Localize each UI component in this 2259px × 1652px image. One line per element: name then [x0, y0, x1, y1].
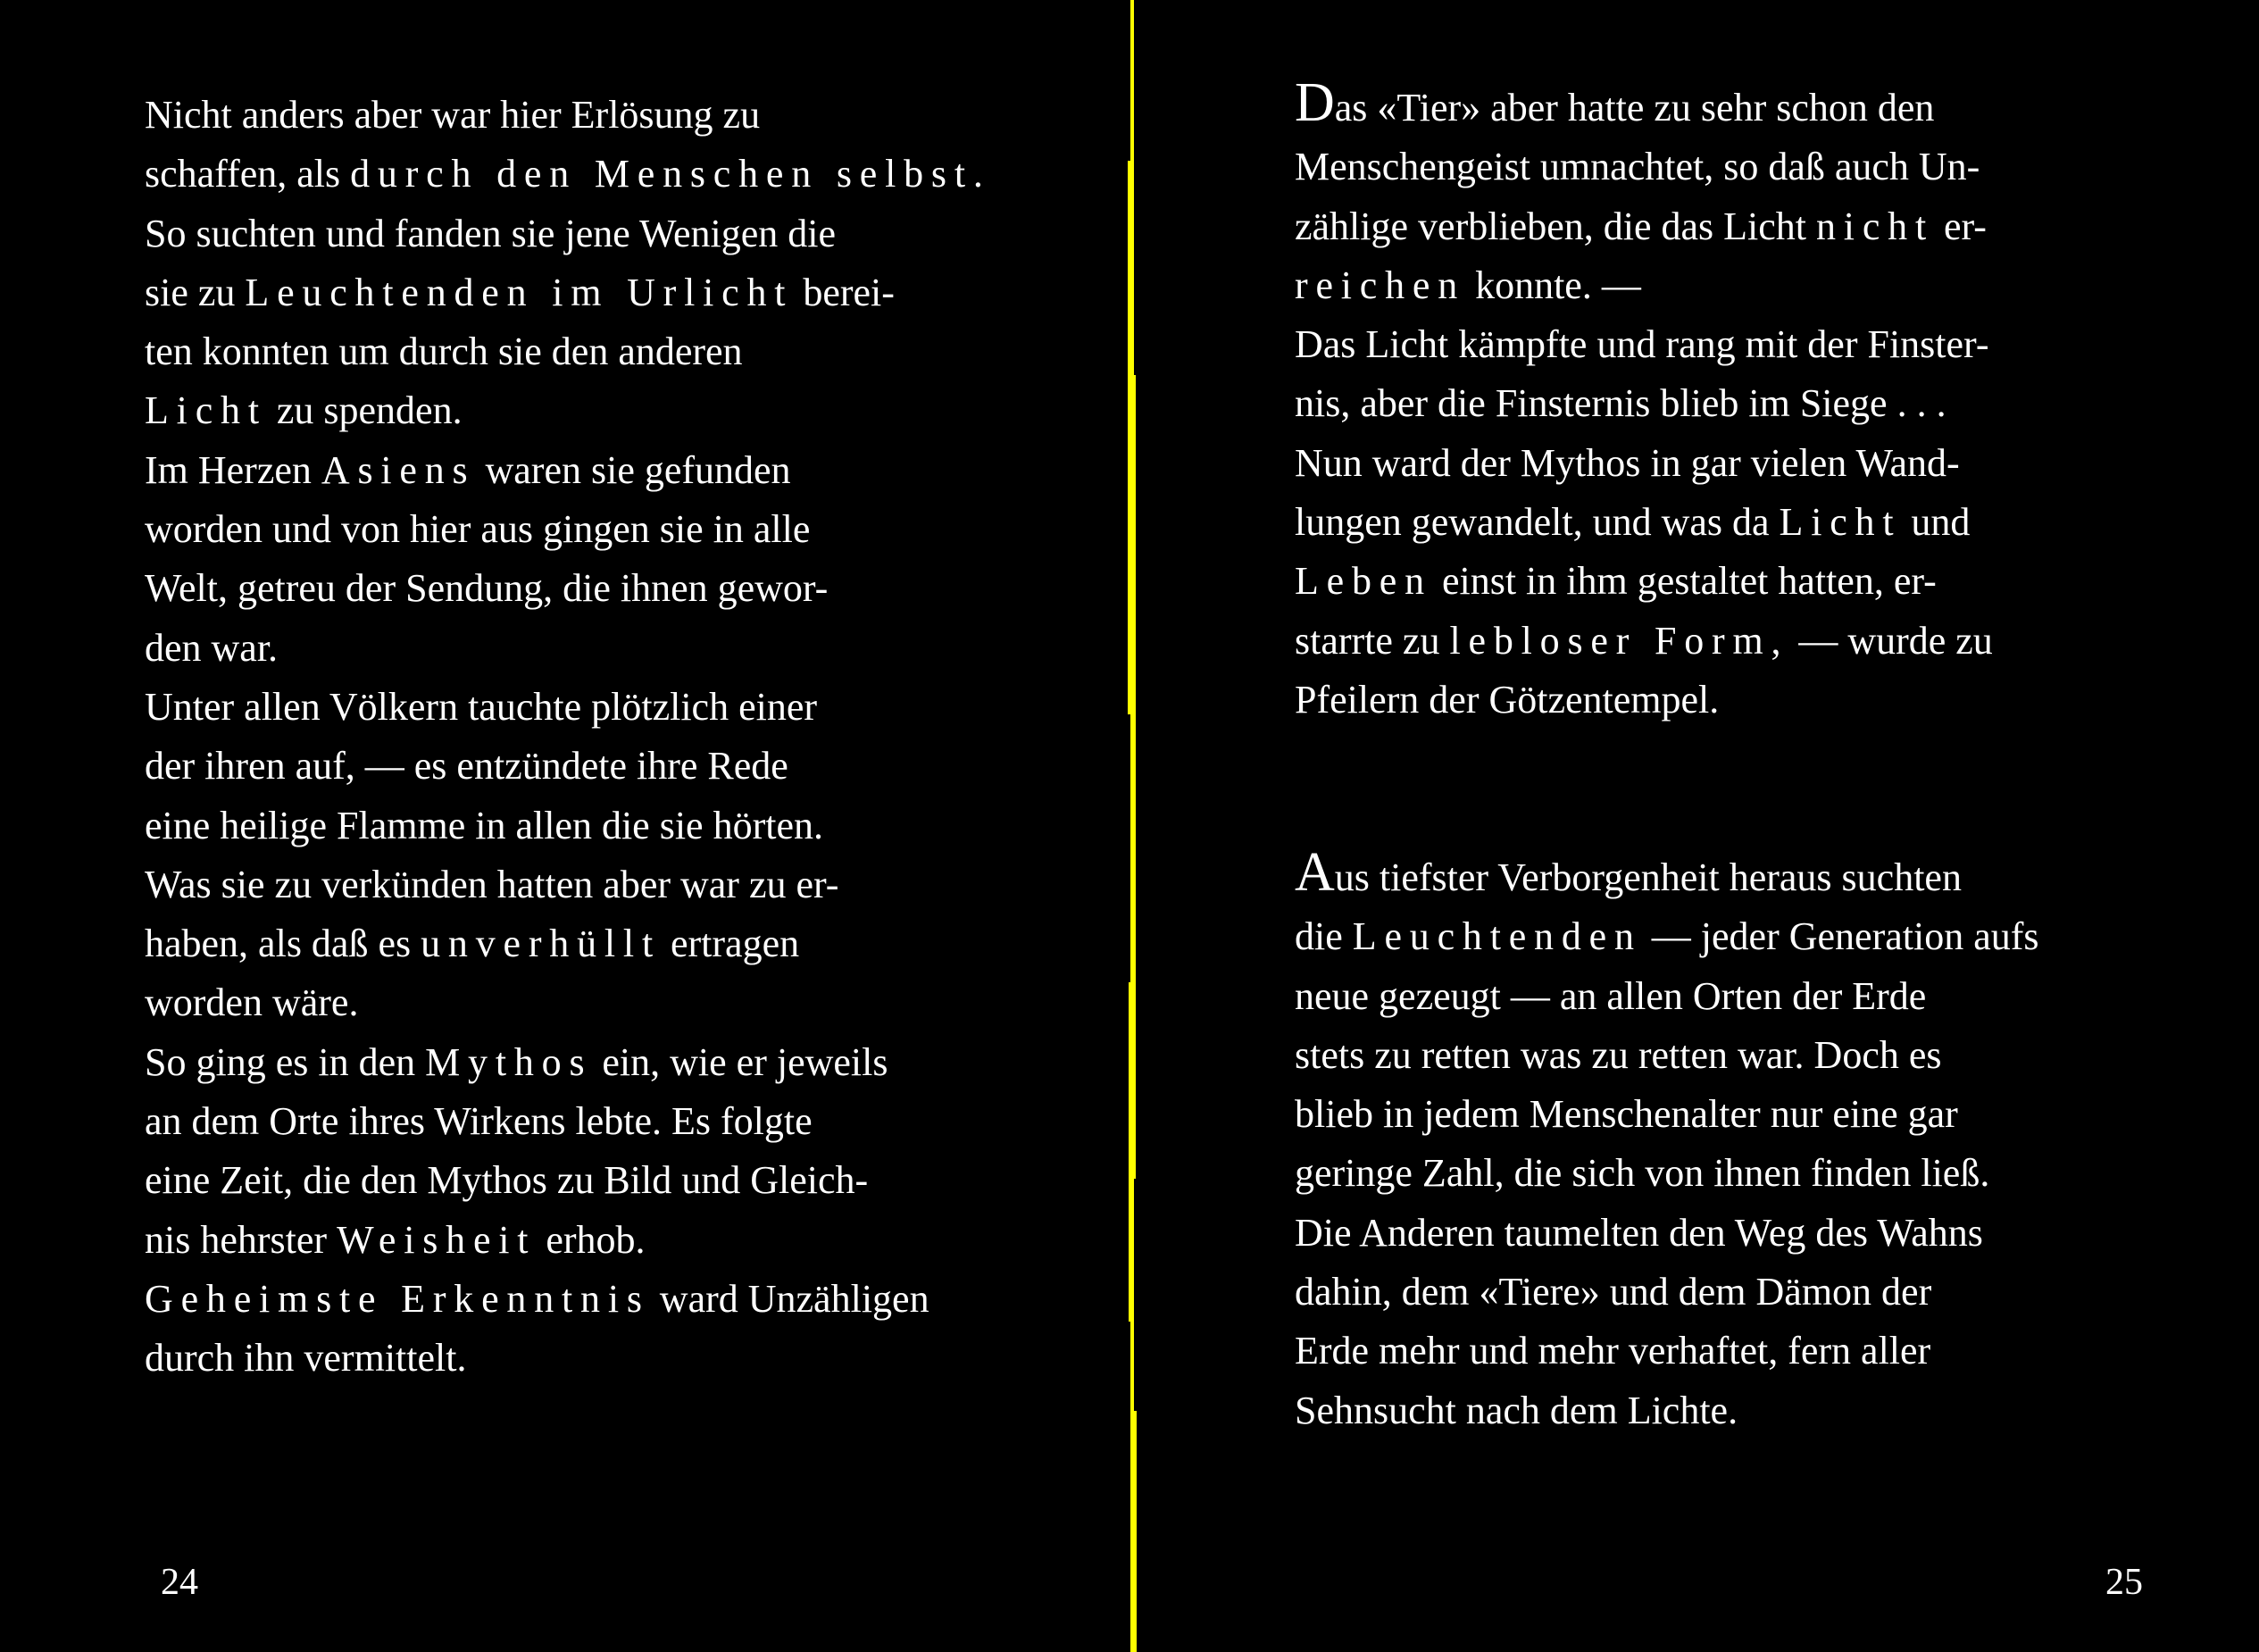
text-line: durch ihn vermittelt. [145, 1336, 467, 1381]
spaced-emphasis: reichen [1295, 263, 1466, 307]
text-line: Aus tiefster Verborgenheit heraus suchten [1295, 848, 2141, 907]
text-line: blieb in jedem Menschenalter nur eine gar [1295, 1092, 1958, 1137]
spaced-emphasis: Geheimste Erkenntnis [145, 1276, 650, 1321]
text-line: den war. [145, 625, 279, 670]
text-line: Erde mehr und mehr verhaftet, fern aller [1295, 1329, 1931, 1373]
text-line: Unter allen Völkern tauchte plötzlich einer [145, 684, 818, 729]
spaced-emphasis: unverhüllt [421, 922, 661, 966]
spaced-emphasis: Weisheit [337, 1217, 537, 1262]
text-line: Menschengeist umnachtet, so daß auch Un- [1295, 145, 1980, 189]
text-line: an dem Orte ihres Wirkens lebte. Es folgte [145, 1099, 813, 1144]
text-line: nis, aber die Finsternis blieb im Siege . . . [1295, 381, 1946, 426]
page-number-right: 25 [2105, 1562, 2143, 1603]
spaced-emphasis: Asiens [321, 447, 476, 492]
initial-letter: A [1295, 848, 1335, 903]
text-line: Nicht anders aber war hier Erlösung zu [145, 93, 761, 137]
text-line: eine Zeit, die den Mythos zu Bild und Gleich- [145, 1158, 869, 1203]
page-number-left: 24 [161, 1562, 198, 1603]
text-line: Was sie zu verkünden hatten aber war zu er- [145, 862, 839, 906]
text-line: ten konnten um durch sie den anderen [145, 330, 743, 374]
text-line: Pfeilern der Götzentempel. [1295, 677, 1720, 722]
text-line: So ging es in den Mythos ein, wie er jeweils [145, 1039, 888, 1084]
text-line: reichen konnte. — [1295, 263, 1641, 307]
text-line: eine heilige Flamme in allen die sie hörten. [145, 803, 823, 847]
initial-letter: D [1295, 79, 1335, 133]
text-line: Licht zu spenden. [145, 388, 463, 433]
text-line: haben, als daß es unverhüllt ertragen [145, 922, 800, 966]
spaced-emphasis: nicht [1816, 204, 1934, 248]
text-line: der ihren auf, — es entzündete ihre Rede [145, 744, 788, 788]
spaced-emphasis: Licht [145, 388, 267, 433]
left-page-text [145, 86, 1013, 1389]
text-line: Das Licht kämpfte und rang mit der Finster- [1295, 322, 1989, 367]
text-line: Im Herzen Asiens waren sie gefunden [145, 447, 791, 492]
gutter-line [1128, 161, 1130, 714]
text-line: Leben einst in ihm gestaltet hatten, er- [1295, 559, 1937, 604]
spaced-emphasis: Leuchtenden [1352, 914, 1642, 959]
text-line: Geheimste Erkenntnis ward Unzähligen [145, 1276, 929, 1321]
text-line: Sehnsucht nach dem Lichte. [1295, 1388, 1738, 1432]
text-line: dahin, dem «Tiere» und dem Dämon der [1295, 1270, 1932, 1314]
text-line: lungen gewandelt, und was da Licht und [1295, 500, 1971, 545]
text-line: starrte zu lebloser Form, — wurde zu [1295, 618, 1993, 663]
text-line: Welt, getreu der Sendung, die ihnen gewor- [145, 566, 829, 611]
text-line: sie zu Leuchtenden im Urlicht berei- [145, 270, 895, 314]
text-line: geringe Zahl, die sich von ihnen finden ließ. [1295, 1151, 1990, 1196]
text-line: zählige verblieben, die das Licht nicht er- [1295, 204, 1987, 248]
text-line: die Leuchtenden — jeder Generation aufs [1295, 914, 2039, 959]
spaced-emphasis: lebloser Form, [1449, 618, 1789, 663]
right-paragraph-1 [1295, 79, 2141, 730]
text-line: Das «Tier» aber hatte zu sehr schon den [1295, 79, 2141, 138]
spaced-emphasis: Licht [1779, 500, 1902, 545]
text-line: neue gezeugt — an allen Orten der Erde [1295, 973, 1927, 1018]
text-line: worden und von hier aus gingen sie in alle [145, 507, 811, 552]
spaced-emphasis: Leben [1295, 559, 1432, 604]
text-line: nis hehrster Weisheit erhob. [145, 1217, 646, 1262]
spaced-emphasis: Mythos [425, 1039, 593, 1084]
text-line: So suchten und fanden sie jene Wenigen die [145, 211, 836, 255]
text-line: worden wäre. [145, 980, 359, 1025]
text-line: stets zu retten was zu retten war. Doch es [1295, 1032, 1942, 1077]
right-page [1132, 0, 2259, 1652]
text-line: Die Anderen taumelten den Weg des Wahns [1295, 1210, 1983, 1255]
spaced-emphasis: Leuchtenden im Urlicht [245, 270, 794, 314]
left-page [0, 0, 1127, 1652]
text-line: schaffen, als durch den Menschen selbst. [145, 152, 991, 196]
text-line: Nun ward der Mythos in gar vielen Wand- [1295, 440, 1960, 485]
spaced-emphasis: durch den Menschen selbst. [350, 152, 991, 196]
gutter-line [1129, 982, 1131, 1322]
right-paragraph-2 [1295, 848, 2141, 1440]
